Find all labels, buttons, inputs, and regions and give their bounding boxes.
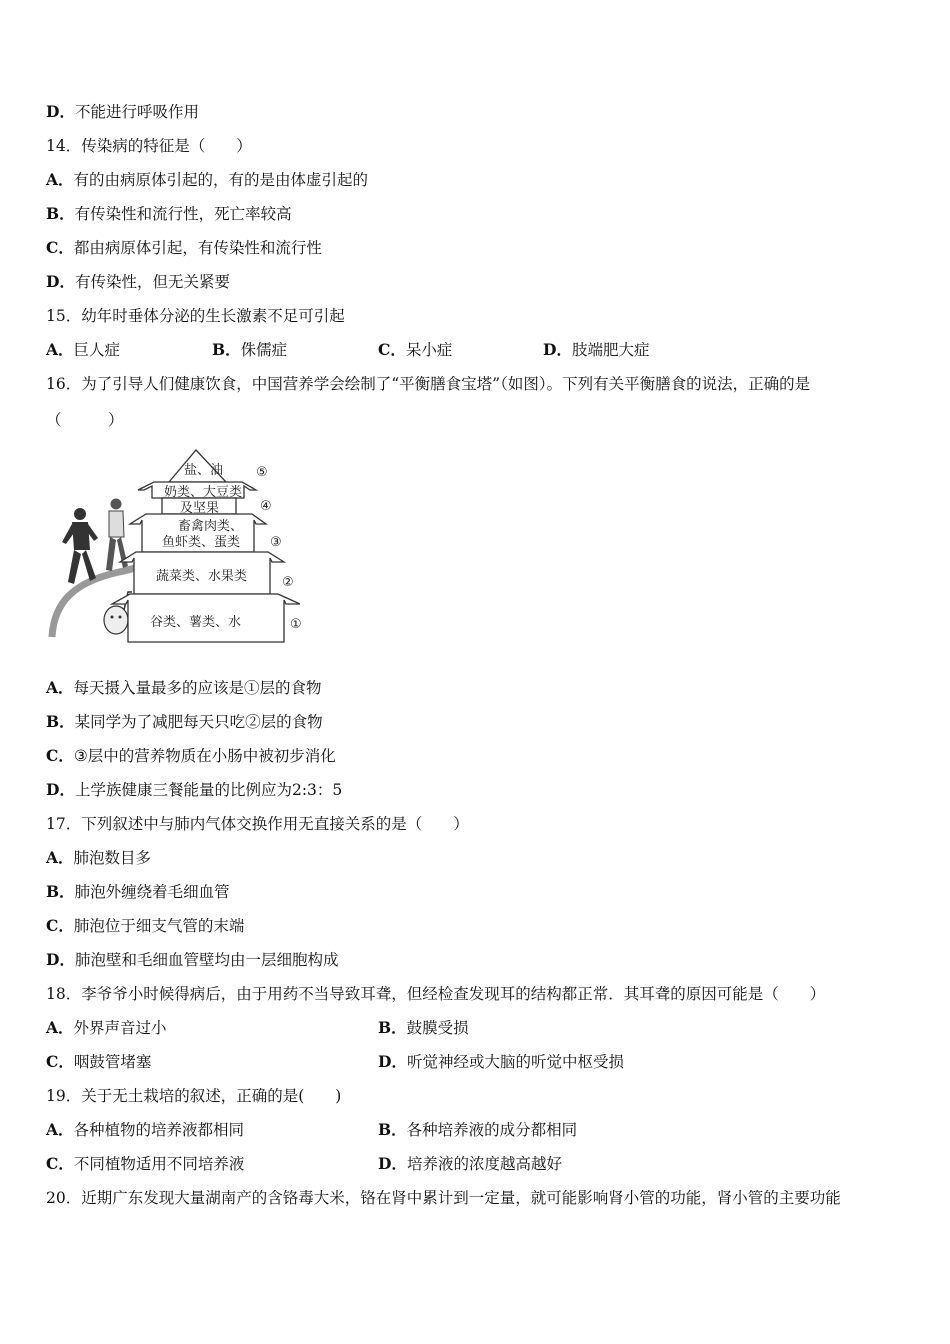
- option-text: 肺泡数目多: [73, 849, 152, 867]
- option-label: B．: [378, 1120, 407, 1139]
- q14-option-c[interactable]: [46, 238, 322, 258]
- q16-option-c[interactable]: [46, 746, 336, 766]
- option-text: 肢端肥大症: [571, 341, 650, 359]
- option-text: 咽鼓管堵塞: [73, 1053, 152, 1071]
- q14-option-a[interactable]: [46, 170, 368, 190]
- option-text: 呆小症: [405, 341, 453, 359]
- option-label: B．: [46, 882, 75, 901]
- q16-option-b[interactable]: [46, 712, 323, 732]
- option-label: D．: [46, 272, 75, 291]
- runner-icon: [62, 508, 98, 584]
- q18-option-d[interactable]: [378, 1052, 624, 1072]
- layer1-number: ①: [290, 617, 302, 632]
- option-label: C．: [46, 1154, 74, 1173]
- q13-option-d: [46, 102, 199, 122]
- option-label: A．: [46, 170, 74, 189]
- layer5-label: 盐、油: [184, 463, 224, 478]
- option-text: 各种植物的培养液都相同: [73, 1121, 245, 1139]
- option-label: A．: [46, 1018, 74, 1037]
- q15-option-b[interactable]: [212, 340, 287, 360]
- option-label: B．: [46, 204, 75, 223]
- q18-stem: 18．李爷爷小时候得病后，由于用药不当导致耳聋，但经检查发现耳的结构都正常．其耳聋的原因可能是（ ）: [46, 985, 826, 1003]
- q15-stem: 15．幼年时垂体分泌的生长激素不足可引起: [46, 307, 345, 325]
- option-label: C．: [46, 1052, 74, 1071]
- q14-option-d[interactable]: [46, 272, 230, 292]
- option-text: 不同植物适用不同培养液: [73, 1155, 245, 1173]
- option-text: 上学族健康三餐能量的比例应为2:3：5: [74, 781, 343, 799]
- option-text: 外界声音过小: [73, 1019, 167, 1037]
- option-label: D．: [543, 340, 572, 359]
- q17-option-d[interactable]: [46, 950, 338, 970]
- q15-option-d[interactable]: [543, 340, 649, 360]
- option-text: 听觉神经或大脑的听觉中枢受损: [406, 1053, 624, 1071]
- q18-option-a[interactable]: [46, 1018, 167, 1038]
- q14-option-b[interactable]: [46, 204, 292, 224]
- option-text: 肺泡壁和毛细血管壁均由一层细胞构成: [74, 951, 339, 969]
- q17-option-c[interactable]: [46, 916, 244, 936]
- option-text: 有传染性和流行性，死亡率较高: [74, 205, 292, 223]
- option-text: 不能进行呼吸作用: [74, 103, 199, 121]
- layer1-label: 谷类、薯类、水: [150, 615, 242, 630]
- option-label: C．: [46, 746, 74, 765]
- q19-option-b[interactable]: [378, 1120, 577, 1140]
- q18-option-b[interactable]: [378, 1018, 469, 1038]
- q16-option-a[interactable]: [46, 678, 322, 698]
- q16-stem: 16．为了引导人们健康饮食，中国营养学会绘制了“平衡膳食宝塔”（如图）。下列有关平衡膳食的说法，正确的是: [46, 375, 811, 393]
- q17-option-b[interactable]: [46, 882, 230, 902]
- option-text: 肺泡位于细支气管的末端: [73, 917, 245, 935]
- q19-option-d[interactable]: [378, 1154, 562, 1174]
- q16-option-d[interactable]: [46, 780, 342, 800]
- option-text: 各种培养液的成分都相同: [406, 1121, 578, 1139]
- option-label: B．: [46, 712, 75, 731]
- option-label: D．: [46, 102, 75, 121]
- option-text: 每天摄入量最多的应该是①层的食物: [73, 679, 322, 697]
- option-label: D．: [46, 780, 75, 799]
- layer2-number: ②: [282, 575, 294, 590]
- q19-option-a[interactable]: [46, 1120, 244, 1140]
- layer4-label-a: 奶类、大豆类: [164, 485, 243, 500]
- q19-stem: 19．关于无土栽培的叙述，正确的是( ): [46, 1087, 342, 1105]
- option-label: D．: [46, 950, 75, 969]
- option-text: 都由病原体引起，有传染性和流行性: [73, 239, 322, 257]
- option-label: C．: [46, 916, 74, 935]
- q15-option-a[interactable]: [46, 340, 120, 360]
- option-label: A．: [46, 340, 74, 359]
- layer3-label-b: 鱼虾类、蛋类: [162, 535, 241, 550]
- option-label: C．: [378, 340, 406, 359]
- layer2-label: 蔬菜类、水果类: [156, 569, 248, 584]
- option-label: D．: [378, 1154, 407, 1173]
- option-text: 侏儒症: [240, 341, 288, 359]
- option-label: C．: [46, 238, 74, 257]
- q17-stem: 17．下列叙述中与肺内气体交换作用无直接关系的是（ ）: [46, 815, 469, 833]
- option-text: 有的由病原体引起的，有的是由体虚引起的: [73, 171, 369, 189]
- option-text: ③层中的营养物质在小肠中被初步消化: [73, 747, 336, 765]
- option-label: A．: [46, 678, 74, 697]
- option-label: A．: [46, 848, 74, 867]
- option-text: 某同学为了减肥每天只吃②层的食物: [74, 713, 323, 731]
- option-text: 肺泡外缠绕着毛细血管: [74, 883, 230, 901]
- layer4-label-b: 及坚果: [180, 501, 220, 516]
- layer4-number: ④: [260, 499, 272, 514]
- option-label: B．: [212, 340, 241, 359]
- option-text: 鼓膜受损: [406, 1019, 469, 1037]
- q15-option-c[interactable]: [378, 340, 452, 360]
- q18-option-c[interactable]: [46, 1052, 151, 1072]
- option-text: 培养液的浓度越高越好: [406, 1155, 562, 1173]
- q19-option-c[interactable]: [46, 1154, 244, 1174]
- q17-option-a[interactable]: [46, 848, 151, 868]
- option-text: 巨人症: [73, 341, 121, 359]
- option-label: D．: [378, 1052, 407, 1071]
- option-text: 有传染性，但无关紧要: [74, 273, 230, 291]
- q20-stem: 20．近期广东发现大量湖南产的含铬毒大米，铬在肾中累计到一定量，就可能影响肾小管的功能，肾小管的主要功能: [46, 1189, 841, 1207]
- option-label: B．: [378, 1018, 407, 1037]
- q16-stem-cont: （ ）: [46, 411, 124, 429]
- layer3-label-a: 畜禽肉类、: [178, 519, 244, 534]
- layer5-number: ⑤: [256, 465, 268, 480]
- q14-stem: 14．传染病的特征是（ ）: [46, 137, 252, 155]
- food-pagoda-figure: [44, 442, 314, 647]
- option-label: A．: [46, 1120, 74, 1139]
- layer3-number: ③: [270, 535, 282, 550]
